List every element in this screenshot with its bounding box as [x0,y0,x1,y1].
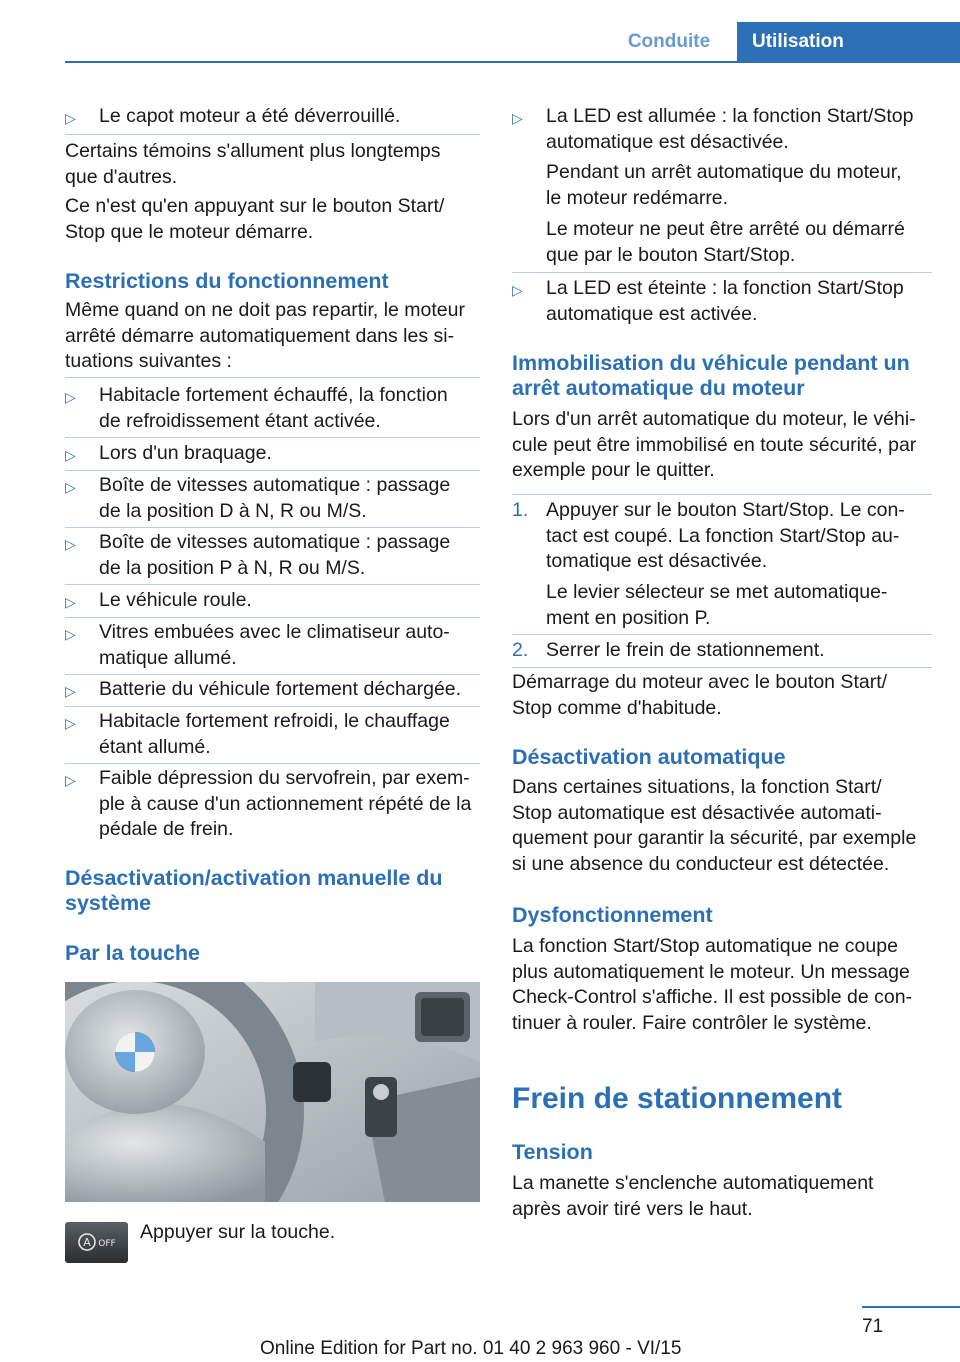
bullet-icon: ▷ [65,626,76,642]
bullet-text: Le véhicule roule. [99,589,252,611]
heading-restrictions: Restrictions du fonctionnement [65,269,389,293]
step-number: 2. [512,639,529,661]
step-text: Serrer le frein de stationnement. [546,639,825,661]
step-separator [512,494,932,495]
paragraph: Même quand on ne doit pas repartir, le moteur arrêté démarre automatiquement dans les si‐ tuations suivantes : [65,299,465,372]
bullet-icon: ▷ [65,683,76,699]
bullet-text: Vitres embuées avec le climatiseur auto‐ matique allumé. [99,621,450,669]
heading-malfunction: Dysfonctionnement [512,903,713,927]
step-number: 1. [512,499,529,521]
bullet-text: Le capot moteur a été déverrouillé. [99,105,401,127]
bullet-separator [65,584,480,585]
heading-tension: Tension [512,1140,593,1164]
svg-text:A: A [83,1236,91,1249]
bullet-paragraph: Pendant un arrêt automatique du moteur, le moteur redémarre. [546,161,902,209]
step-text: Appuyer sur le bouton Start/Stop. Le con‐ tact est coupé. La fonction Start/Stop au‐ tomatique est désactivée. [546,499,905,572]
dashboard-photo [65,982,480,1202]
bullet-text: Habitacle fortement refroidi, le chauffage étant allumé. [99,710,450,758]
button-instruction: Appuyer sur la touche. [140,1221,336,1243]
bullet-separator [65,763,480,764]
bullet-separator [65,437,480,438]
bullet-separator [65,617,480,618]
bullet-text: Boîte de vitesses automatique : passage de la position D à N, R ou M/S. [99,474,451,522]
paragraph: Lors d'un arrêt automatique du moteur, le véhi‐ cule peut être immobilisé en toute sécurité, par exemple pour le quitter. [512,408,917,481]
paragraph: Ce n'est qu'en appuyant sur le bouton Start/ Stop que le moteur démarre. [65,195,445,243]
bullet-text: Habitacle fortement échauffé, la fonction de refroidissement étant activée. [99,384,448,432]
bullet-text: Batterie du véhicule fortement déchargée. [99,678,462,700]
bullet-icon: ▷ [512,110,523,126]
step-separator [512,667,932,668]
page-number: 71 [862,1316,884,1337]
bullet-icon: ▷ [512,282,523,298]
start-stop-off-icon [65,1222,128,1263]
steering-wheel-illustration [65,982,480,1202]
heading-immobilisation: Immobilisation du véhicule pendant un arrêt automatique du moteur [512,351,910,400]
bullet-icon: ▷ [65,772,76,788]
header-tab-utilisation[interactable]: Utilisation [737,22,960,62]
bullet-separator [65,706,480,707]
bullet-text: Faible dépression du servofrein, par exem‐ ple à cause d'un actionnement répété de la pédale de frein. [99,767,472,840]
svg-text:OFF: OFF [98,1239,116,1249]
heading-manual: Désactivation/activation manuelle du système [65,866,443,915]
step-paragraph: Le levier sélecteur se met automatique‐ ment en position P. [546,581,888,629]
step-separator [512,634,932,635]
bullet-separator [65,527,480,528]
footer-rule [862,1306,960,1308]
bullet-icon: ▷ [65,594,76,610]
heading-parking-brake: Frein de stationnement [512,1082,843,1115]
bullet-icon: ▷ [65,536,76,552]
bullet-separator [65,377,480,378]
bullet-text: La LED est allumée : la fonction Start/Stop automatique est désactivée. [546,105,914,153]
bullet-separator [65,470,480,471]
bullet-icon: ▷ [65,447,76,463]
heading-auto-deactivation: Désactivation automatique [512,745,786,769]
paragraph: Certains témoins s'allument plus longtemps que d'autres. [65,140,441,188]
footer-edition: Online Edition for Part no. 01 40 2 963 960 - VI/15 [260,1338,682,1359]
bullet-separator [512,272,932,273]
bullet-icon: ▷ [65,389,76,405]
paragraph: La manette s'enclenche automatiquement après avoir tiré vers le haut. [512,1172,874,1220]
bullet-icon: ▷ [65,479,76,495]
bullet-icon: ▷ [65,110,76,126]
paragraph: Dans certaines situations, la fonction Start/ Stop automatique est désactivée automati‐ quement pour garantir la sécurité, par exemple si une absence du conducteur est détectée. [512,776,917,875]
header-rule [65,61,960,63]
bullet-text: Lors d'un braquage. [99,442,272,464]
heading-button: Par la touche [65,941,201,965]
bullet-separator [65,674,480,675]
bullet-text: La LED est éteinte : la fonction Start/Stop automatique est activée. [546,277,904,325]
bullet-separator [65,134,480,135]
bullet-paragraph: Le moteur ne peut être arrêté ou démarré que par le bouton Start/Stop. [546,218,905,266]
paragraph: Démarrage du moteur avec le bouton Start/ Stop comme d'habitude. [512,671,888,719]
header-tab-conduite[interactable]: Conduite [627,31,711,52]
bullet-icon: ▷ [65,715,76,731]
bullet-text: Boîte de vitesses automatique : passage de la position P à N, R ou M/S. [99,531,451,579]
paragraph: La fonction Start/Stop automatique ne coupe plus automatiquement le moteur. Un message Check-Control s'affiche. Il est possible de con‐ tinuer à rouler. Faire contrôler le système. [512,935,913,1034]
